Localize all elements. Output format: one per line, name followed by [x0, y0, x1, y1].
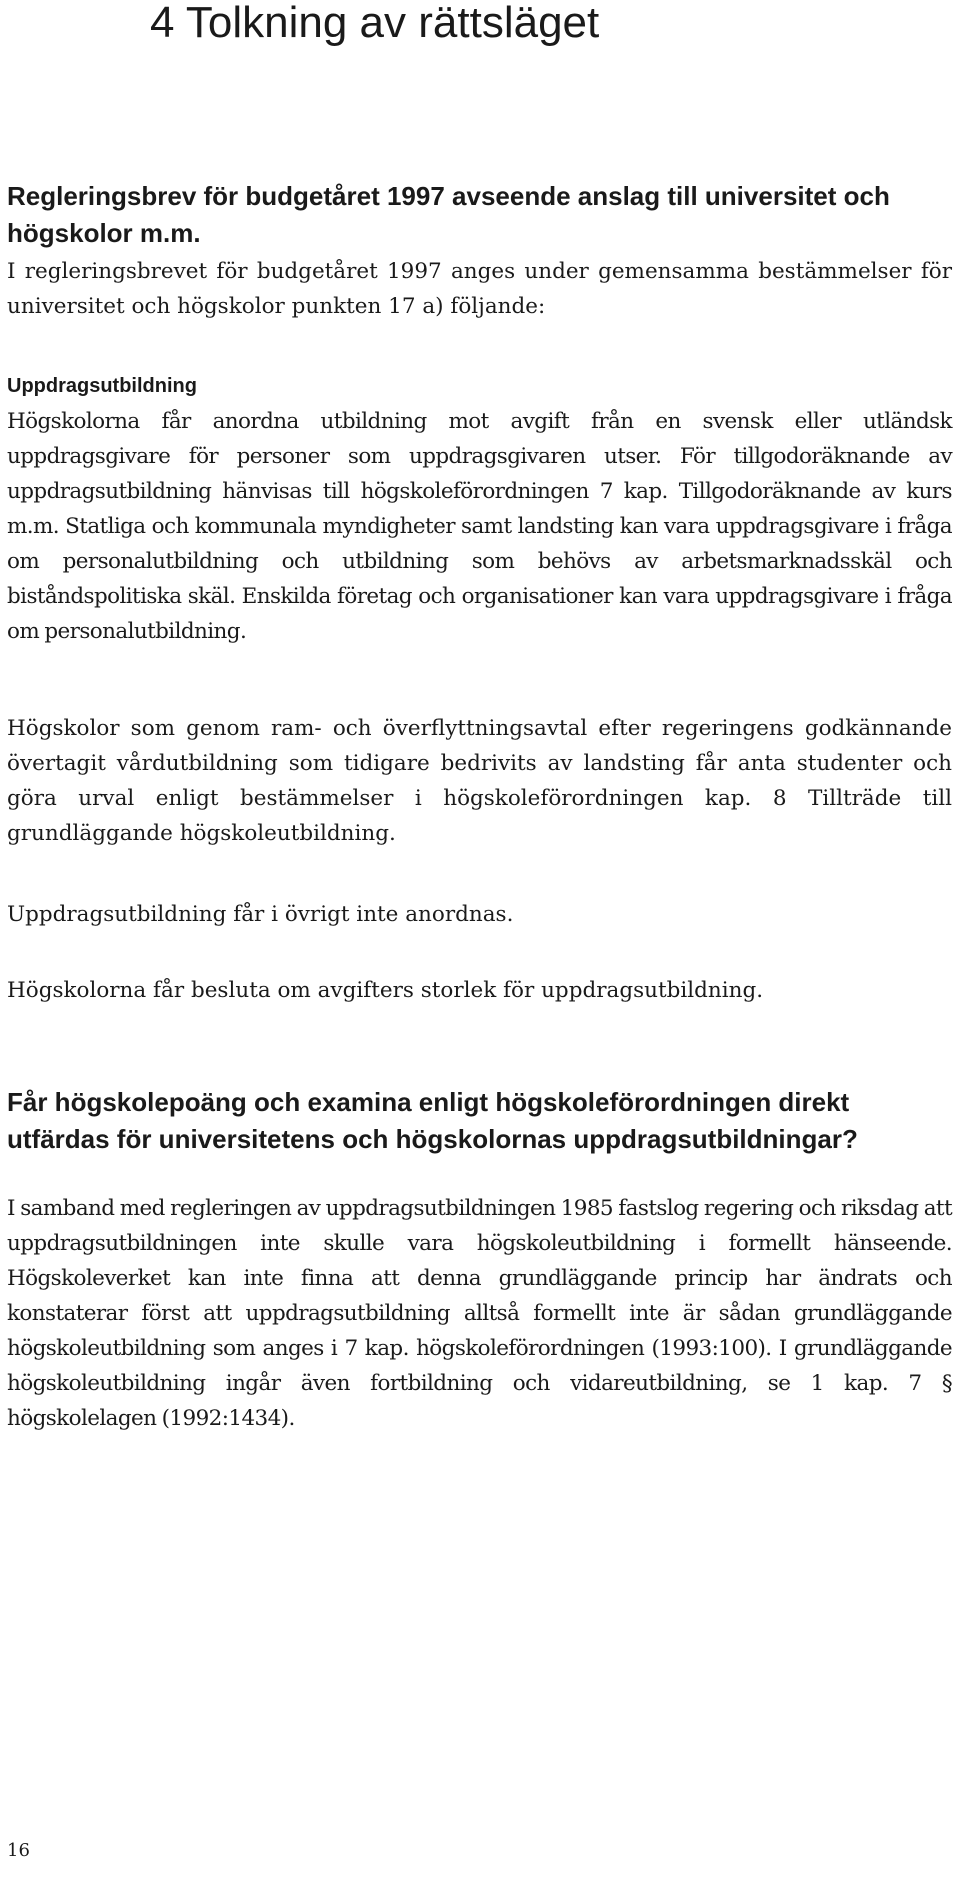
- body-paragraph: Högskolorna får besluta om avgifters storlek för uppdragsutbildning.: [7, 978, 764, 1003]
- body-paragraph: I samband med regleringen av uppdragsutbildningen 1985 fastslog regering och riksdag att uppdragsutbildningen inte skulle vara högskoleutbildning i formellt hänseende. Högskoleverket kan inte finna att denna grundläggande princip har ändrats och konstaterar först att uppdragsutbildning alltså formellt inte är sådan grundläggande högskoleutbildning som anges i 7 kap. högskoleförordningen (1993:100). I grundläggande högskoleutbildning ingår även fortbildning och vidareutbildning, se 1 kap. 7 § högskolelagen (1992:1434).: [7, 1196, 952, 1431]
- body-paragraph: Uppdragsutbildning får i övrigt inte anordnas.: [7, 902, 514, 927]
- subheading-uppdragsutbildning: Uppdragsutbildning: [7, 375, 197, 397]
- page-number: 16: [7, 1840, 30, 1861]
- chapter-title: 4 Tolkning av rättsläget: [150, 0, 600, 47]
- body-paragraph: Högskolor som genom ram- och överflyttningsavtal efter regeringens godkännande övertagit vårdutbildning som tidigare bedrivits av landsting får anta studenter och göra urval enligt bestämmelser i högskoleförordningen kap. 8 Tillträde till grundläggande högskoleutbildning.: [7, 716, 952, 846]
- section-heading-hogskolepoang: Får högskolepoäng och examina enligt högskoleförordningen direkt utfärdas för universitetens och högskolornas uppdragsutbildningar?: [7, 1087, 858, 1154]
- intro-paragraph: I regleringsbrevet för budgetåret 1997 anges under gemensamma bestämmelser för universitet och högskolor punkten 17 a) följande:: [7, 259, 952, 319]
- section-heading-regleringsbrev: Regleringsbrev för budgetåret 1997 avseende anslag till universitet och högskolor m.m.: [7, 181, 890, 248]
- body-paragraph: Högskolorna får anordna utbildning mot avgift från en svensk eller utländsk uppdragsgivare för personer som uppdragsgivaren utser. För tillgodoräknande av uppdragsutbildning hänvisas till högskoleförordningen 7 kap. Tillgodoräknande av kurs m.m. Statliga och kommunala myndigheter samt landsting kan vara uppdragsgivare i fråga om personalutbildning och utbildning som behövs av arbetsmarknadsskäl och biståndspolitiska skäl. Enskilda företag och organisationer kan vara uppdragsgivare i fråga om personalutbildning.: [7, 409, 952, 644]
